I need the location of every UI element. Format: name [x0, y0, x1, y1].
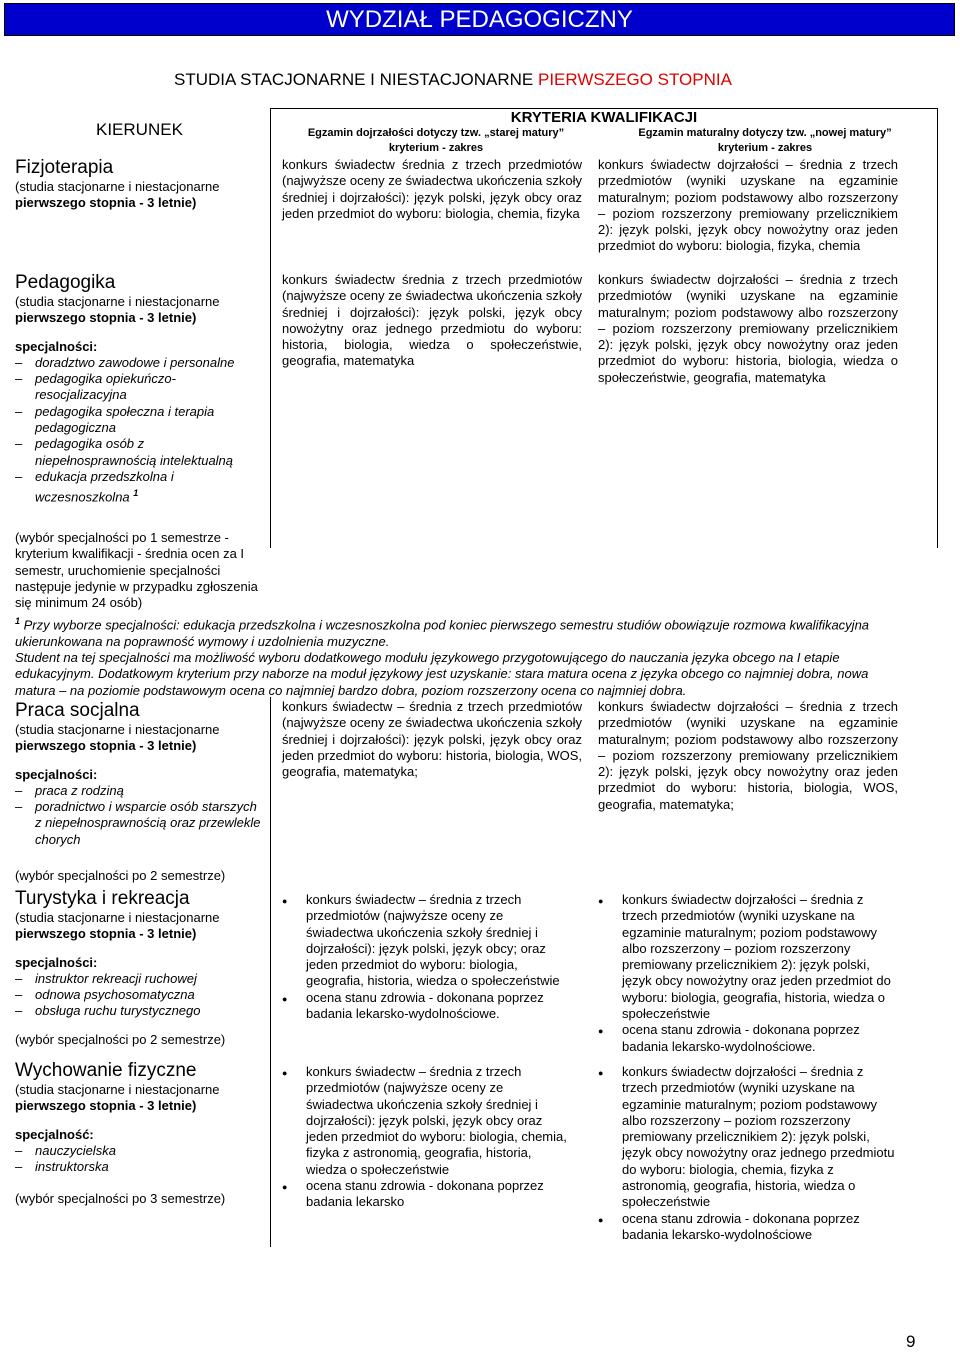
program-name: Wychowanie fizyczne	[15, 1060, 197, 1081]
program-praca-socjalna	[15, 700, 265, 884]
choice-note: (wybór specjalności po 3 semestrze)	[15, 1191, 226, 1207]
spec-item: – odnowa psychosomatyczna	[15, 987, 265, 1003]
grid-line	[937, 108, 938, 548]
program-wychowanie-fizyczne	[15, 1060, 265, 1208]
program-pedagogika	[15, 272, 265, 506]
program-level: pierwszego stopnia - 3 letnie)	[15, 738, 197, 754]
program-level: pierwszego stopnia - 3 letnie)	[15, 195, 197, 211]
program-fizjoterapia	[15, 157, 265, 212]
spec-list	[15, 783, 265, 848]
spec-label: specjalności:	[15, 338, 98, 354]
new-matura-subheader: kryterium - zakres	[717, 142, 813, 154]
spec-item: – pedagogika społeczna i terapia pedagogiczna	[15, 404, 265, 437]
grid-line	[270, 108, 271, 548]
wych-new-criteria	[598, 1064, 898, 1243]
program-mode: (studia stacjonarne i niestacjonarne	[15, 722, 220, 737]
spec-item: – doradztwo zawodowe i personalne	[15, 355, 265, 371]
spec-label: specjalności:	[15, 954, 98, 970]
pedag-old-criteria: konkurs świadectw średnia z trzech przedmiotów (najwyższe oceny ze świadectwa ukończenia szkoły średniej i dojrzałości): język polski, język obcy nowożytny oraz jednego przedmiotu do wyboru: historia, biologia, wiedza o społeczeństwie, geografia, matematyka	[282, 272, 582, 369]
spec-item	[15, 469, 265, 506]
spec-label: specjalność:	[15, 1126, 94, 1142]
old-matura-subheader: kryterium - zakres	[388, 142, 484, 154]
criteria-item: ● konkurs świadectw – średnia z trzech przedmiotów (najwyższe oceny ze świadectwa ukończenia szkoły średniej i dojrzałości): język polski, język obcy; oraz jeden przedmiot do wyboru: biologia, geografia, historia, wiedza o społeczeństwie	[282, 892, 572, 990]
page-number: 9	[906, 1332, 916, 1351]
subtitle-highlight: PIERWSZEGO STOPNIA	[537, 70, 732, 89]
program-level: pierwszego stopnia - 3 letnie)	[15, 310, 197, 326]
spec-list	[15, 355, 265, 506]
spec-item-text: edukacja przedszkolna i wczesnoszkolna	[35, 468, 174, 505]
old-matura-header: Egzamin dojrzałości dotyczy tzw. „starej matury”	[307, 127, 565, 139]
spec-item: – instruktor rekreacji ruchowej	[15, 971, 265, 987]
turyst-old-criteria	[282, 892, 572, 1022]
new-matura-header: Egzamin maturalny dotyczy tzw. „nowej matury”	[638, 127, 892, 139]
footnote-2: Student na tej specjalności ma możliwość wyboru dodatkowego modułu językowego przygotowującego do nauczania języka obcego na I etapie edukacyjnym. Dodatkowym kryterium przy naborze na moduł językowy jest uzyskanie: stara matura ocena z języka obcego co najmniej dobra, nowa matura – na poziomie podstawowym ocena co najmniej bardzo dobra, poziom rozszerzony ocena co najmniej dobra.	[15, 650, 869, 698]
spec-item: – pedagogika osób z niepełnosprawnością intelektualną	[15, 436, 265, 469]
criteria-item: ● konkurs świadectw – średnia z trzech przedmiotów (najwyższe oceny ze świadectwa ukończenia szkoły średniej i dojrzałości): język polski, język obcy oraz jeden przedmiot do wyboru: biologia, chemia, fizyka z astronomią, geografia, historia, wiedza o społeczeństwie	[282, 1064, 572, 1178]
program-level: pierwszego stopnia - 3 letnie)	[15, 1098, 197, 1114]
criteria-item: ● ocena stanu zdrowia - dokonana poprzez badania lekarsko-wydolnościowe.	[598, 1022, 898, 1055]
subtitle-text: STUDIA STACJONARNE I NIESTACJONARNE	[174, 70, 538, 89]
pedag-new-criteria: konkurs świadectw dojrzałości – średnia z trzech przedmiotów (wyniki uzyskane na egzaminie maturalnym; poziom podstawowy albo rozszerzony – poziom rozszerzony premiowany przelicznikiem 2): język polski, język obcy nowożytny oraz jeden przedmiot do wyboru: historia, biologia, wiedza o społeczeństwie, geografia, matematyka	[598, 272, 898, 385]
footnote-text: Przy wyborze specjalności: edukacja przedszkolna i wczesnoszkolna pod koniec pierwszego semestru studiów obowiązuje rozmowa kwalifikacyjna ukierunkowana na poprawność wymowy i uzdolnienia muzyczne.	[15, 617, 870, 649]
spec-item: – obsługa ruchu turystycznego	[15, 1003, 265, 1019]
spec-list	[15, 1143, 265, 1176]
page-subtitle	[174, 70, 732, 90]
program-level: pierwszego stopnia - 3 letnie)	[15, 926, 197, 942]
footnote-marker: 1	[133, 488, 139, 499]
program-name: Pedagogika	[15, 272, 116, 293]
spec-item: – instruktorska	[15, 1159, 265, 1175]
footnote-marker: 1	[15, 616, 21, 626]
praca-new-criteria: konkurs świadectw dojrzałości – średnia z trzech przedmiotów (wyniki uzyskane na egzaminie maturalnym; poziom podstawowy albo rozszerzony – poziom rozszerzony premiowany przelicznikiem 2): język polski, język obcy nowożytny oraz jeden przedmiot do wyboru: historia, biologia, WOS, geografia, matematyka;	[598, 699, 898, 812]
criteria-item: ● konkurs świadectw dojrzałości – średnia z trzech przedmiotów (wyniki uzyskane na egzaminie maturalnym; poziom podstawowy albo rozszerzony – poziom rozszerzony premiowany przelicznikiem 2): język polski, język obcy nowożytny oraz jeden przedmiot do wyboru: biologia, geografia, historia, wiedza o społeczeństwie	[598, 892, 898, 1022]
spec-item: – pedagogika opiekuńczo-resocjalizacyjna	[15, 371, 265, 404]
program-name: Praca socjalna	[15, 700, 140, 721]
faculty-banner	[4, 3, 955, 36]
footnote-1	[15, 613, 895, 650]
spec-list	[15, 971, 265, 1020]
choice-note: (wybór specjalności po 2 semestrze)	[15, 868, 226, 884]
program-mode: (studia stacjonarne i niestacjonarne	[15, 179, 220, 194]
turyst-new-criteria	[598, 892, 898, 1055]
fizjo-old-criteria: konkurs świadectw średnia z trzech przedmiotów (najwyższe oceny ze świadectwa ukończenia szkoły średniej i dojrzałości): język polski, język obcy oraz jeden przedmiot do wyboru: biologia, chemia, fizyka	[282, 157, 582, 221]
kierunek-header: KIERUNEK	[96, 120, 183, 139]
criteria-item: ● ocena stanu zdrowia - dokonana poprzez badania lekarsko-wydolnościowe.	[282, 990, 572, 1023]
praca-old-criteria: konkurs świadectw – średnia z trzech przedmiotów (najwyższe oceny ze świadectwa ukończenia szkoły średniej i dojrzałości): język polski, język obcy oraz jeden przedmiot do wyboru: historia, biologia, WOS, geografia, matematyka;	[282, 699, 582, 780]
program-mode: (studia stacjonarne i niestacjonarne	[15, 1082, 220, 1097]
choice-note: (wybór specjalności po 2 semestrze)	[15, 1031, 226, 1047]
pedag-choice-note: (wybór specjalności po 1 semestrze - kryterium kwalifikacji - średnia ocen za I semestr, uruchomienie specjalności następuje jedynie w przypadku zgłoszenia się minimum 24 osób)	[15, 530, 258, 611]
wych-old-criteria	[282, 1064, 572, 1211]
program-mode: (studia stacjonarne i niestacjonarne	[15, 910, 220, 925]
kryteria-header: KRYTERIA KWALIFIKACJI	[510, 109, 698, 126]
spec-item: – poradnictwo i wsparcie osób starszych z niepełnosprawnością oraz przewlekle chorych	[15, 799, 265, 848]
program-name: Turystyka i rekreacja	[15, 888, 190, 909]
program-turystyka	[15, 888, 265, 1048]
grid-line	[270, 697, 271, 1247]
spec-label: specjalności:	[15, 766, 98, 782]
program-name: Fizjoterapia	[15, 157, 114, 178]
criteria-item: ● ocena stanu zdrowia - dokonana poprzez badania lekarsko-wydolnościowe	[598, 1211, 898, 1244]
criteria-item: ● konkurs świadectw dojrzałości – średnia z trzech przedmiotów (wyniki uzyskane na egzaminie maturalnym; poziom podstawowy albo rozszerzony – poziom rozszerzony premiowany przelicznikiem 2): język polski, język obcy nowożytny oraz jednego przedmiotu do wyboru: biologia, chemia, fizyka z astronomią, geografia, historia, wiedza o społeczeństwie	[598, 1064, 898, 1211]
criteria-item: ● ocena stanu zdrowia - dokonana poprzez badania lekarsko	[282, 1178, 572, 1211]
program-mode: (studia stacjonarne i niestacjonarne	[15, 294, 220, 309]
fizjo-new-criteria: konkurs świadectw dojrzałości – średnia z trzech przedmiotów (wyniki uzyskane na egzaminie maturalnym; poziom podstawowy albo rozszerzony – poziom rozszerzony premiowany przelicznikiem 2): język polski, język obcy nowożytny oraz jeden przedmiot do wyboru: biologia, fizyka, chemia	[598, 157, 898, 254]
spec-item: – nauczycielska	[15, 1143, 265, 1159]
spec-item: – praca z rodziną	[15, 783, 265, 799]
faculty-title: WYDZIAŁ PEDAGOGICZNY	[326, 6, 633, 33]
